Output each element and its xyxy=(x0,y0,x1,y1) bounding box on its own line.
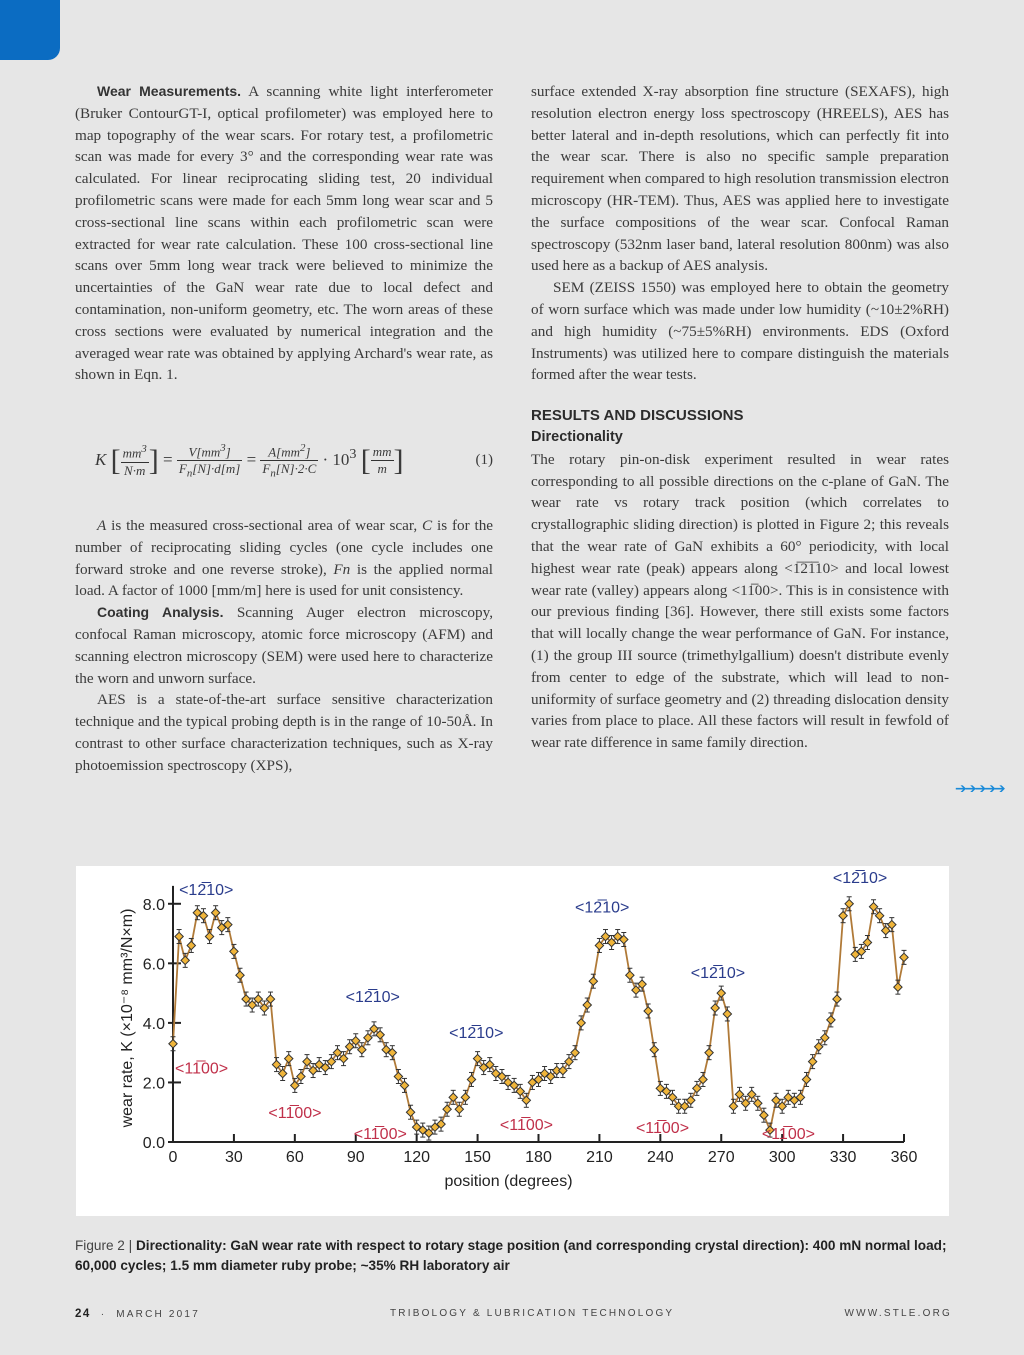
direction-annotation: <12̅10> xyxy=(575,899,630,917)
data-point xyxy=(187,941,195,949)
data-point xyxy=(729,1102,737,1110)
data-point xyxy=(900,953,908,961)
section-heading: RESULTS AND DISCUSSIONS xyxy=(531,407,744,425)
data-point xyxy=(467,1075,475,1083)
coating-text: Scanning Auger electron microscopy, confocal Raman microscopy, atomic force microscopy (AFM) and scanning electron microscopy (SEM) were used here to characterize the worn and unworn surface. xyxy=(75,604,494,687)
data-point xyxy=(839,911,847,919)
website-link[interactable]: WWW.STLE.ORG xyxy=(844,1308,952,1319)
equation-body: K [ $\frac{mm^3}{N\cdot m}$ ] = $\frac{V[mm^3]}{F_n[N]\cdot d[m]}$ = $\frac{A[mm^2]}{F_n[N]\cdot 2\cdot C}$ · $10^3$ [ $\frac{mm}{m}$ ] xyxy=(95,442,404,480)
wear-rate-chart xyxy=(76,866,949,1216)
data-point xyxy=(626,971,634,979)
direction-annotation: <12̅10> xyxy=(449,1024,504,1042)
data-point xyxy=(583,1001,591,1009)
data-point xyxy=(894,983,902,991)
equation-1 xyxy=(75,440,493,490)
wear-text: A scanning white light interferometer (Bruker ContourGT-I, optical profilometer) was employed here to map topography of the wear scars. For rotary test, a profilometric scan was made for every 3° and the corresponding wear rate was calculated. For linear reciprocating sliding test, 20 individual profilometric scans were made for each 5mm long wear scar and 5 cross-sectional line scans within each profilometric scan were extracted for wear rate calculation. These 100 cross-sectional line scans over 5mm long wear track were believed to minimize the uncertainties of the GaN wear rate due to local defect and contamination, non-uniform geometry, etc. The worn areas of these cross sections were evaluated by numerical integration and the averaged wear rate was obtained by applying Archard's wear rate, as shown in Eqn. 1. xyxy=(75,83,493,384)
direction-annotation: <11̅00> xyxy=(175,1060,229,1078)
x-tick-label: 300 xyxy=(768,1149,796,1166)
var-fn-text: is the applied normal load. A factor of 1000 [mm/m] here is used for unit consistency. xyxy=(75,560,494,600)
data-point xyxy=(644,1007,652,1015)
left-column xyxy=(75,81,493,386)
x-tick-label: 270 xyxy=(707,1149,735,1166)
data-point xyxy=(760,1111,768,1119)
direction-annotation: <12̅10> xyxy=(832,869,888,887)
variables-paragraph xyxy=(75,515,493,602)
corner-tab xyxy=(0,0,60,60)
y-tick-label: 8.0 xyxy=(142,896,165,914)
data-point xyxy=(175,932,183,940)
direction-annotation: <11̅00> xyxy=(268,1105,322,1123)
y-tick-label: 0.0 xyxy=(142,1135,165,1152)
subsection-heading: Directionality xyxy=(531,428,623,445)
x-tick-label: 150 xyxy=(464,1149,491,1166)
caption-text: Directionality: GaN wear rate with respect to rotary stage position (and corresponding crystal direction): 400 mN normal load; 60,000 cycles; 1.5 mm diameter ruby probe; ~35% RH laboratory air xyxy=(75,1238,947,1273)
data-point xyxy=(455,1105,463,1113)
x-tick-label: 90 xyxy=(346,1149,365,1166)
data-point xyxy=(650,1045,658,1053)
data-point xyxy=(461,1093,469,1101)
y-tick-label: 6.0 xyxy=(142,956,165,974)
x-tick-label: 30 xyxy=(225,1149,243,1166)
data-point xyxy=(717,989,725,997)
x-axis-label: position (degrees) xyxy=(444,1173,573,1190)
data-point xyxy=(827,1016,835,1024)
x-tick-label: 60 xyxy=(285,1149,304,1166)
data-point xyxy=(802,1075,810,1083)
left-column-lower xyxy=(75,515,493,777)
direction-annotation: <11̅00> xyxy=(761,1126,815,1144)
caption-label: Figure 2 | xyxy=(75,1238,133,1253)
footer-separator: · xyxy=(100,1309,107,1320)
x-tick-label: 180 xyxy=(525,1149,552,1166)
x-tick-label: 360 xyxy=(890,1149,918,1166)
equation-number: (1) xyxy=(475,452,493,468)
x-tick-label: 210 xyxy=(586,1149,613,1166)
x-tick-label: 120 xyxy=(403,1149,431,1166)
y-tick-label: 2.0 xyxy=(142,1075,165,1093)
x-tick-label: 330 xyxy=(829,1149,857,1166)
data-point xyxy=(211,909,219,917)
direction-annotation: <11̅00> xyxy=(499,1117,554,1135)
issue-date: MARCH 2017 xyxy=(116,1309,200,1320)
wear-paragraph xyxy=(75,81,493,386)
coating-heading: Coating Analysis. xyxy=(97,604,224,621)
coating-paragraph xyxy=(75,602,493,689)
data-point xyxy=(236,971,244,979)
continue-arrows-icon: ➔➔➔➔➔ xyxy=(955,781,1004,797)
var-a: A xyxy=(97,517,107,534)
data-point xyxy=(205,932,213,940)
y-tick-label: 4.0 xyxy=(142,1015,165,1033)
data-point xyxy=(169,1040,177,1048)
aes-paragraph: AES is a state-of-the-art surface sensitive characterization technique and the typical probing depth is in the range of 10-50Å. In contrast to other surface characterization techniques, such as X-ray photoemission spectroscopy (XPS), xyxy=(75,691,493,774)
wear-heading: Wear Measurements. xyxy=(97,83,242,99)
data-point xyxy=(711,1004,719,1012)
direction-annotation: <11̅00> xyxy=(353,1126,407,1144)
data-point xyxy=(285,1054,293,1062)
data-point xyxy=(443,1105,451,1113)
figure-2 xyxy=(76,866,949,1216)
figure-caption xyxy=(75,1236,955,1276)
footer-left xyxy=(75,1308,200,1320)
x-tick-label: 240 xyxy=(646,1149,674,1166)
data-point xyxy=(723,1010,731,1018)
direction-annotation: <12̅10> xyxy=(690,965,746,983)
data-point xyxy=(833,995,841,1003)
y-axis-label: wear rate, K (×10⁻⁸ mm³/N×m) xyxy=(119,908,136,1128)
right-paragraph-1: surface extended X-ray absorption fine structure (SEXAFS), high resolution electron energy loss spectroscopy (HREELS), AES has better lateral and in-depth resolutions, which can perfectly fit into the wear scar. There is also no specific sample preparation requirement when compared to high resolution transmission electron microscopy (HR-TEM). Thus, AES was applied here to investigate the surface compositions of the wear scar. Confocal Raman spectroscopy (532nm laser band, lateral resolution 800nm) was also used here as a backup of AES analysis. xyxy=(531,83,949,275)
x-tick-label: 0 xyxy=(168,1149,178,1166)
right-paragraph-3: The rotary pin-on-disk experiment resulted in wear rates corresponding to all possible directions on the c-plane of GaN. The wear rate vs rotary track position (which correlates to crystallographic sliding direction) is plotted in Figure 2; this reveals that the wear rate of GaN exhibits a 60° periodicity, with local highest wear rate (peak) appears along <1̅2̅1̅10> and local lowest wear rate (valley) appears along <11̅00>. This is in consistence with our previous finding [36]. However, there still exists some factors that will locally change the wear performance of GaN. For instance, (1) the group III source (trimethylgallium) doesn't distribute evenly from center to edge of the substrate, which will lead to non-uniformity of surface geometry and (2) threading dislocation density varies from place to place. All these factors will result in fewfold of wear rate difference in same family direction. xyxy=(531,450,949,752)
var-fn: Fn xyxy=(333,560,351,578)
data-point xyxy=(181,956,189,964)
data-point xyxy=(577,1019,585,1027)
page-number: 24 xyxy=(75,1308,91,1320)
right-paragraph-2: SEM (ZEISS 1550) was employed here to obtain the geometry of worn surface which was made under low humidity (~10±2%RH) and high humidity (~75±5%RH) environments. EDS (Oxford Instruments) was utilized here to compare distinguish the materials formed after the wear tests. xyxy=(531,279,949,384)
data-point xyxy=(705,1048,713,1056)
var-a-text: is the measured cross-sectional area of wear scar, xyxy=(111,517,418,534)
data-point xyxy=(589,977,597,985)
data-point xyxy=(230,947,238,955)
right-column xyxy=(531,81,949,754)
data-point xyxy=(845,900,853,908)
var-c: C xyxy=(422,517,433,534)
data-point xyxy=(449,1093,457,1101)
var-c-text: is for the number of reciprocating sliding cycles (one cycle includes one forward stroke and one reverse stroke), xyxy=(75,517,494,578)
journal-title: TRIBOLOGY & LUBRICATION TECHNOLOGY xyxy=(390,1308,675,1319)
direction-annotation: <12̅10> xyxy=(179,881,234,899)
direction-annotation: <11̅00> xyxy=(635,1120,690,1138)
data-point xyxy=(808,1057,816,1065)
data-point xyxy=(406,1108,414,1116)
direction-annotation: <12̅10> xyxy=(345,989,400,1007)
